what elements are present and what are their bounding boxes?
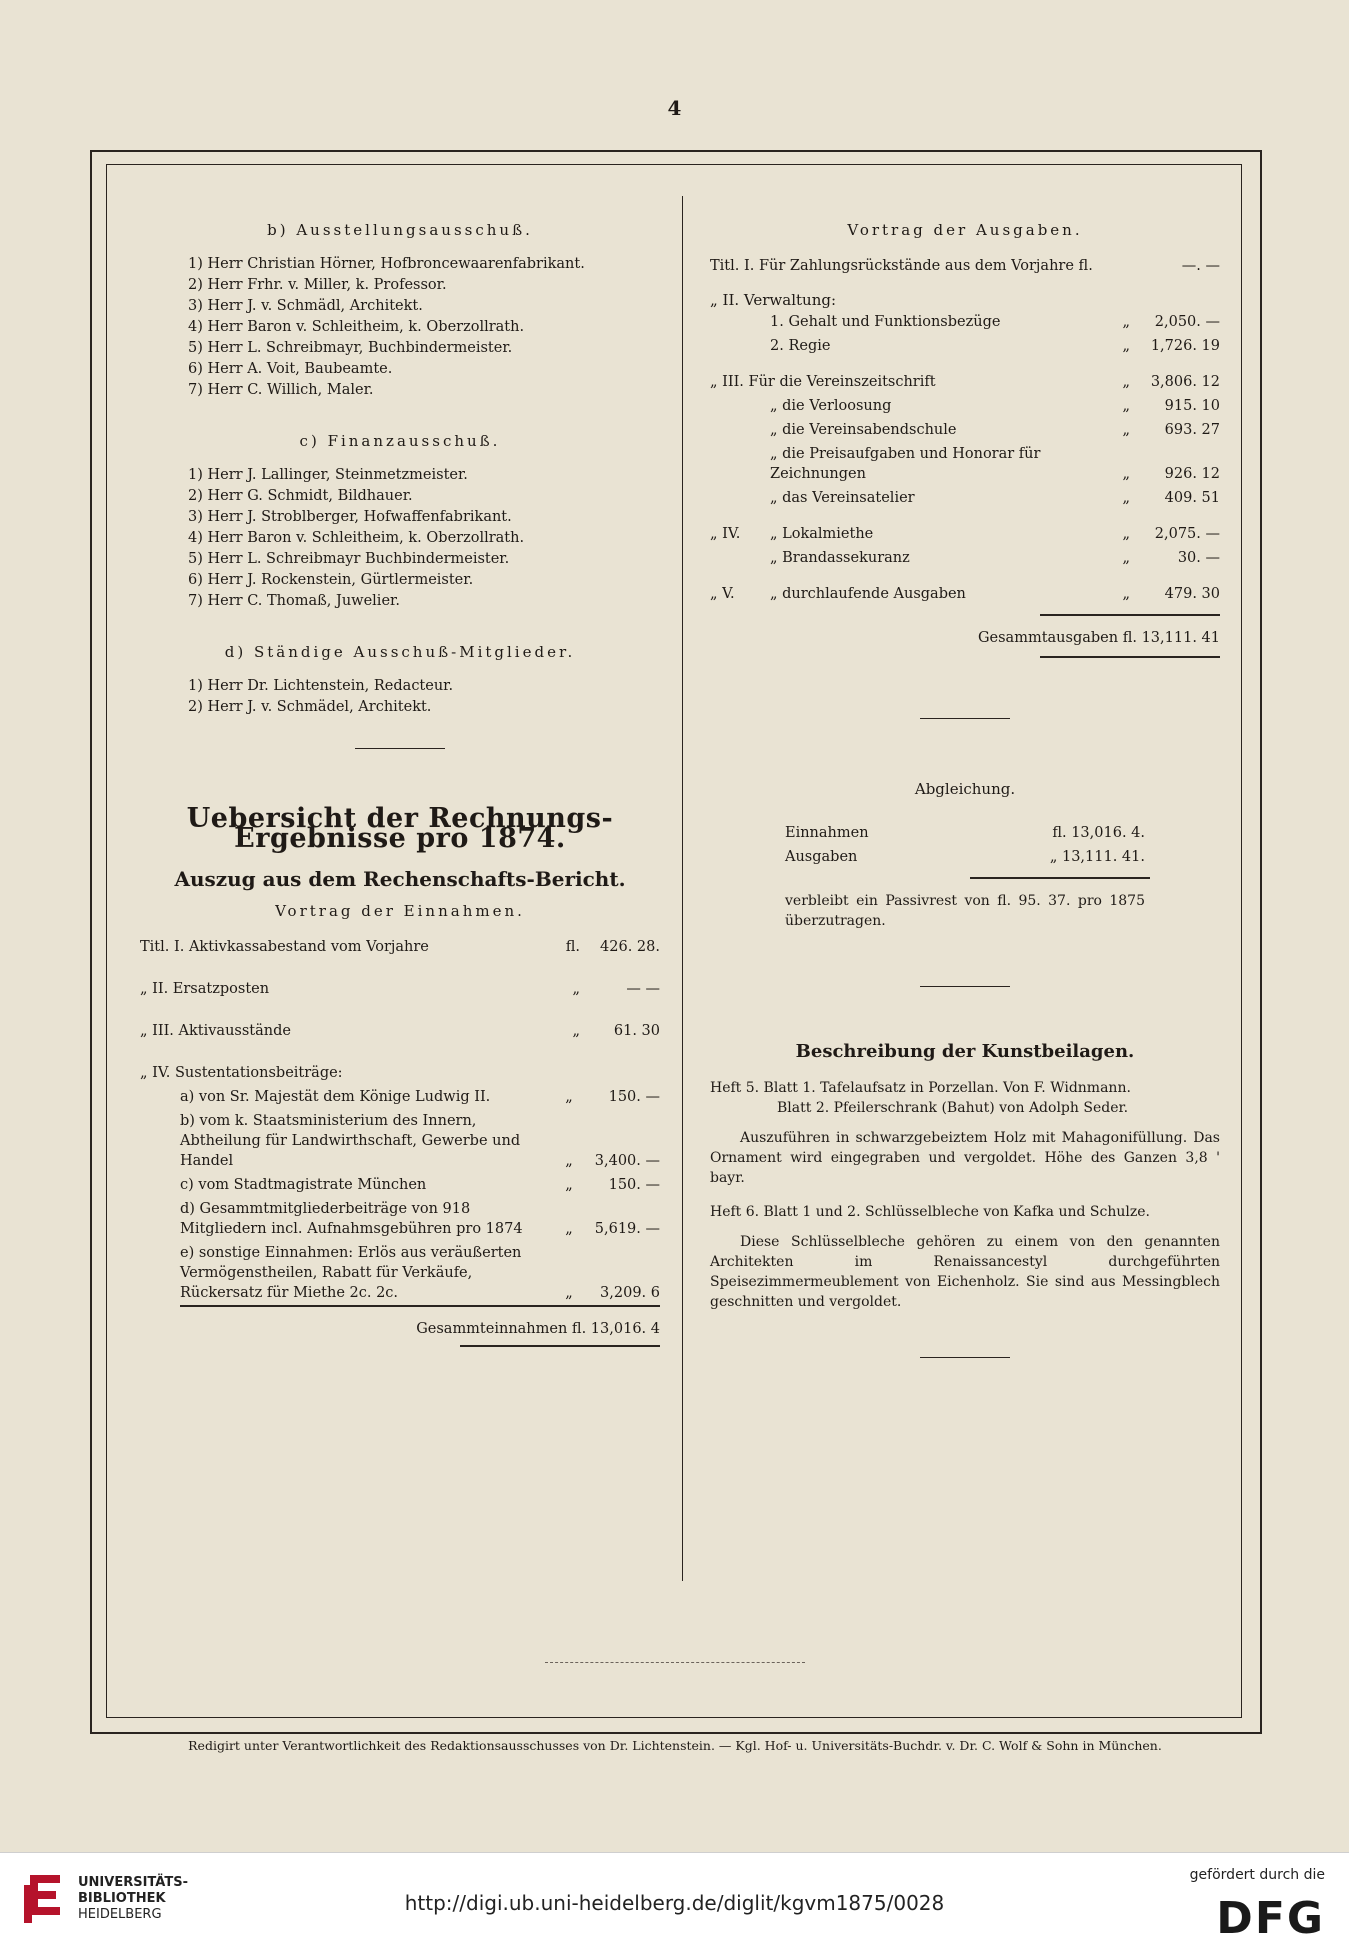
member: 7) Herr C. Thomaß, Juwelier.: [188, 593, 400, 609]
row-label: 1. Gehalt und Funktionsbezüge: [770, 314, 1001, 330]
row-unit: „: [1122, 374, 1130, 390]
table-row: [180, 1109, 660, 1173]
heft5-line2: Blatt 2. Pfeilerschrank (Bahut) von Adolph Seder.: [777, 1100, 1129, 1116]
table-row: [710, 582, 1220, 606]
row-unit: „: [1122, 314, 1130, 330]
row-unit: „: [1122, 490, 1130, 506]
table-row: [710, 546, 1220, 570]
table-row: [785, 821, 1145, 845]
page-number: 4: [667, 96, 682, 120]
ornamental-divider: [545, 1662, 805, 1663]
total-rule: [460, 1345, 660, 1347]
sub-title: Auszug aus dem Rechenschafts-Bericht.: [174, 867, 626, 891]
row-label: „ III. Aktivausstände: [140, 1023, 291, 1039]
heft6-line: Heft 6. Blatt 1 und 2. Schlüsselbleche von Kafka und Schulze.: [710, 1204, 1150, 1220]
row-label: e) sonstige Einnahmen: Erlös aus veräußerten Vermögenstheilen, Rabatt für Verkäufe, Rückersatz für Miethe 2c. 2c.: [180, 1241, 529, 1306]
row-unit: „: [1122, 338, 1130, 354]
staendige-mitglieder-heading: d) Ständige Ausschuß-Mitglieder.: [224, 643, 576, 661]
table-row: [180, 1197, 660, 1241]
sustentation-table: [180, 1085, 660, 1307]
table-row: [710, 522, 1220, 546]
row-unit: „: [565, 1089, 573, 1105]
lokal-table: [710, 522, 1220, 606]
row-unit: „: [1122, 466, 1130, 482]
right-column: [710, 220, 1220, 1358]
passivrest-text: verbleibt ein Passivrest von fl. 95. 37. pro 1875 überzutragen.: [785, 893, 1145, 929]
abgleichung-table: [785, 821, 1145, 869]
table-row: [770, 486, 1220, 510]
member: 2) Herr Frhr. v. Miller, k. Professor.: [188, 277, 447, 293]
member: 1) Herr J. Lallinger, Steinmetzmeister.: [188, 467, 468, 483]
section-rule: [920, 1357, 1010, 1358]
row-label: „ Lokalmiethe: [770, 526, 874, 542]
row-value: —. —: [1181, 258, 1220, 274]
funded-by-label: gefördert durch die: [1189, 1867, 1325, 1883]
row-value: 2,050. —: [1154, 314, 1220, 330]
row-label: Titl. I. Für Zahlungsrückstände aus dem Vorjahre fl.: [710, 258, 1093, 274]
row-value: 30. —: [1177, 550, 1220, 566]
row-unit: „: [529, 1241, 573, 1306]
ausstellungsausschuss-members: [188, 254, 660, 401]
table-row: [710, 254, 1220, 278]
row-value: 150. —: [608, 1089, 660, 1105]
member: 7) Herr C. Willich, Maler.: [188, 382, 374, 398]
row-label: Titl. I. Aktivkassabestand vom Vorjahre: [140, 939, 429, 955]
table-row: [770, 394, 1220, 418]
row-label: „ die Preisaufgaben und Honorar für Zeichnungen: [770, 446, 1041, 482]
row-value: 1,726. 19: [1150, 338, 1220, 354]
abgleichung-heading: Abgleichung.: [914, 780, 1016, 798]
member: 4) Herr Baron v. Schleitheim, k. Oberzollrath.: [188, 530, 525, 546]
member: 1) Herr Dr. Lichtenstein, Redacteur.: [188, 678, 454, 694]
table-row: [180, 1241, 660, 1306]
row-label: c) vom Stadtmagistrate München: [180, 1177, 427, 1193]
finanzausschuss-members: [188, 465, 660, 612]
row-value: 3,400. —: [594, 1153, 660, 1169]
row-value: 693. 27: [1164, 422, 1220, 438]
permalink-url[interactable]: http://digi.ub.uni-heidelberg.de/diglit/kgvm1875/0028: [404, 1891, 945, 1915]
table-row: [770, 334, 1220, 358]
library-line1: UNIVERSITÄTS-: [78, 1875, 188, 1890]
member: 6) Herr A. Voit, Baubeamte.: [188, 361, 393, 377]
row-value: 150. —: [608, 1177, 660, 1193]
row-value: 426. 28.: [600, 939, 660, 955]
zeitschrift-table: [710, 370, 1220, 394]
row-unit: „: [565, 1153, 573, 1169]
kunstbeilagen-heading: Beschreibung der Kunstbeilagen.: [795, 1041, 1135, 1062]
page-title: Uebersicht der Rechnungs-Ergebnisse pro 1874.: [186, 803, 614, 854]
einnahmen-table: [140, 935, 660, 1085]
row-label: a) von Sr. Majestät dem Könige Ludwig II.: [180, 1089, 491, 1105]
row-value: 5,619. —: [594, 1221, 660, 1237]
titel-iv-label: „ IV. Sustentationsbeiträge:: [140, 1065, 343, 1081]
row-label: Einnahmen: [785, 825, 869, 841]
row-value: fl. 13,016. 4.: [1052, 825, 1145, 841]
imprint-line: Redigirt unter Verantwortlichkeit des Redaktionsausschusses von Dr. Lichtenstein. — Kgl. Hof- u. Universitäts-Buchdr. v. Dr. C. Wolf & Sohn in München.: [188, 1738, 1162, 1753]
table-row: [140, 1061, 660, 1085]
row-unit: „: [1122, 398, 1130, 414]
member: 5) Herr L. Schreibmayr, Buchbindermeister.: [188, 340, 513, 356]
library-line3: HEIDELBERG: [78, 1907, 162, 1922]
row-value: — —: [626, 981, 660, 997]
row-value: 3,209. 6: [573, 1241, 660, 1306]
row-value: 926. 12: [1164, 466, 1220, 482]
ausgaben-heading: Vortrag der Ausgaben.: [847, 221, 1083, 239]
row-unit: „: [1122, 550, 1130, 566]
row-value: 409. 51: [1164, 490, 1220, 506]
table-row: [785, 845, 1145, 869]
member: 1) Herr Christian Hörner, Hofbroncewaarenfabrikant.: [188, 256, 585, 272]
dfg-logo: DFG: [1216, 1893, 1325, 1944]
row-value: 479. 30: [1164, 586, 1220, 602]
einnahmen-heading: Vortrag der Einnahmen.: [275, 902, 525, 920]
row-value: „ 13,111. 41.: [1049, 849, 1145, 865]
row-unit: „: [1122, 526, 1130, 542]
row-label: b) vom k. Staatsministerium des Innern, Abtheilung für Landwirthschaft, Gewerbe und Handel: [180, 1113, 521, 1169]
titel-ii-label: „ II. Verwaltung:: [710, 291, 837, 309]
row-label: „ das Vereinsatelier: [770, 490, 915, 506]
table-row: [140, 1019, 660, 1043]
row-unit: fl.: [565, 939, 580, 955]
member: 3) Herr J. v. Schmädl, Architekt.: [188, 298, 423, 314]
row-unit: „: [572, 981, 580, 997]
member: 6) Herr J. Rockenstein, Gürtlermeister.: [188, 572, 474, 588]
member: 2) Herr G. Schmidt, Bildhauer.: [188, 488, 413, 504]
row-unit: „: [1122, 586, 1130, 602]
row-unit: „: [565, 1221, 573, 1237]
table-row: [710, 370, 1220, 394]
footer-bar: [0, 1852, 1349, 1954]
table-row: [770, 442, 1220, 486]
row-label: „ III. Für die Vereinszeitschrift: [710, 374, 936, 390]
table-row: [770, 310, 1220, 334]
column-divider: [682, 196, 683, 1581]
finanzausschuss-heading: c) Finanzausschuß.: [299, 432, 501, 450]
row-unit: „: [572, 1023, 580, 1039]
ausgaben-total: Gesammtausgaben fl. 13,111. 41: [977, 630, 1220, 646]
row-label: „ die Verloosung: [770, 398, 892, 414]
staendige-mitglieder-members: [188, 676, 660, 718]
row-label: Ausgaben: [785, 849, 858, 865]
heft5-line1: Heft 5. Blatt 1. Tafelaufsatz in Porzellan. Von F. Widnmann.: [710, 1080, 1131, 1096]
row-label: 2. Regie: [770, 338, 831, 354]
member: 3) Herr J. Stroblberger, Hofwaffenfabrikant.: [188, 509, 512, 525]
row-label: d) Gesammtmitgliederbeiträge von 918 Mitgliedern incl. Aufnahmsgebühren pro 1874: [180, 1201, 523, 1237]
member: 4) Herr Baron v. Schleitheim, k. Oberzollrath.: [188, 319, 525, 335]
titel-v-label: „ V.: [710, 586, 735, 602]
table-row: [770, 418, 1220, 442]
table-row: [180, 1173, 660, 1197]
table-row: [140, 935, 660, 959]
table-row: [180, 1085, 660, 1109]
row-label: „ die Vereinsabendschule: [770, 422, 957, 438]
row-value: 2,075. —: [1154, 526, 1220, 542]
row-label: „ II. Ersatzposten: [140, 981, 270, 997]
row-unit: „: [1122, 422, 1130, 438]
row-label: „ Brandassekuranz: [770, 550, 910, 566]
vereinsausgaben-table: [770, 394, 1220, 510]
left-column: [140, 220, 660, 1347]
heft5-description: Auszuführen in schwarzgebeiztem Holz mit Mahagonifüllung. Das Ornament wird eingegraben und vergoldet. Höhe des Ganzen 3,8 ' bayr.: [710, 1130, 1220, 1186]
library-line2: BIBLIOTHEK: [78, 1891, 166, 1906]
member: 2) Herr J. v. Schmädel, Architekt.: [188, 699, 432, 715]
row-label: „ durchlaufende Ausgaben: [770, 586, 966, 602]
row-value: 915. 10: [1164, 398, 1220, 414]
row-value: 61. 30: [613, 1023, 660, 1039]
verwaltung-table: [770, 310, 1220, 358]
ausstellungsausschuss-heading: b) Ausstellungsausschuß.: [267, 221, 533, 239]
member: 5) Herr L. Schreibmayr Buchbindermeister.: [188, 551, 510, 567]
einnahmen-total: Gesammteinnahmen fl. 13,016. 4: [416, 1321, 660, 1337]
table-row: [140, 977, 660, 1001]
ausgaben-titel-i: [710, 254, 1220, 278]
row-unit: „: [565, 1177, 573, 1193]
titel-iv-label: „ IV.: [710, 526, 741, 542]
row-value: 3,806. 12: [1150, 374, 1220, 390]
heft6-description: Diese Schlüsselbleche gehören zu einem von den genannten Architekten im Renaissancestyl durchgeführten Speisezimmermeublement von Eichenholz. Sie sind aus Messingblech geschnitten und vergoldet.: [710, 1234, 1220, 1310]
